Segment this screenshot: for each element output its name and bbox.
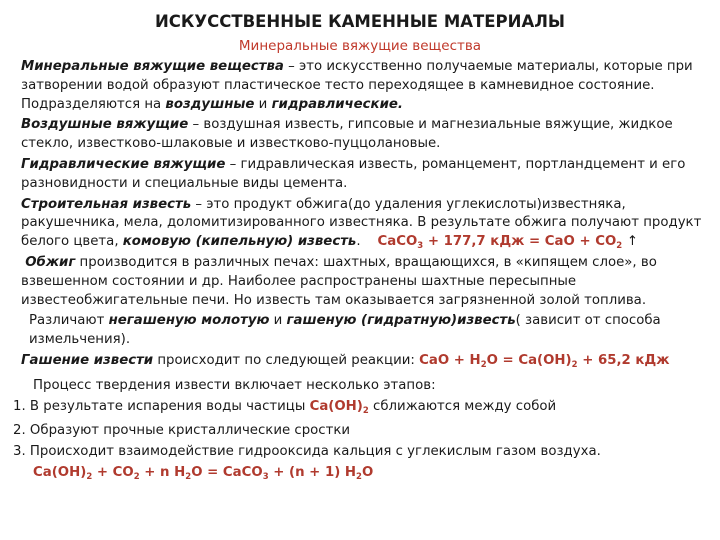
conjunction: и	[269, 313, 287, 329]
up-arrow-icon: ↑	[626, 234, 639, 250]
formula-subscript: 2	[86, 471, 93, 482]
paragraph-hardening-intro: Процесс твердения извести включает несколько этапов:	[33, 377, 436, 393]
definition-text: – гидравлическая известь, романцемент, портландцемент и его разновидности и специальные виды цемента.	[21, 156, 686, 191]
formula-subscript: 2	[133, 471, 140, 482]
term-air: воздушные	[165, 96, 255, 112]
term-firing: Обжиг	[25, 254, 76, 270]
lead-text: Различают	[29, 313, 109, 329]
formula-part: Ca(OH)	[309, 398, 363, 414]
formula-calcium-hydroxide	[310, 399, 369, 414]
page-subtitle: Минеральные вяжущие вещества	[238, 38, 482, 54]
term-air-binders: Воздушные вяжущие	[21, 117, 189, 133]
paragraph-hydraulic-binders	[7, 156, 715, 194]
slide-body	[7, 58, 715, 485]
step-1	[7, 398, 715, 417]
formula-part: CaO + H	[419, 352, 481, 368]
term-slaking: Гашение извести	[21, 352, 154, 368]
formula-part: + (n + 1) H	[268, 464, 357, 480]
term-lump-lime: комовую (кипельную) известь	[122, 234, 357, 250]
formula-subscript: 2	[185, 471, 192, 482]
formula-subscript: 2	[571, 359, 578, 370]
step-3: 3. Происходит взаимодействие гидрооксида кальция с углекислым газом воздуха.	[13, 444, 601, 460]
formula-part: + 65,2 кДж	[577, 352, 670, 368]
definition-text: происходит по следующей реакции:	[153, 352, 420, 368]
formula-subscript: 3	[262, 471, 269, 482]
page-title: ИСКУССТВЕННЫЕ КАМЕННЫЕ МАТЕРИАЛЫ	[154, 12, 566, 31]
conjunction: и	[254, 96, 272, 112]
formula-subscript: 2	[616, 241, 623, 252]
formula-calcination	[377, 234, 639, 252]
formula-subscript: 2	[480, 359, 487, 370]
term-quicklime: негашеную молотую	[108, 313, 270, 329]
formula-part: O	[361, 464, 374, 480]
formula-part: O = Ca(OH)	[486, 352, 572, 368]
formula-subscript: 3	[417, 241, 424, 252]
formula-part: O = CaCO	[191, 464, 263, 480]
definition-text: ( зависит от способа измельчения).	[29, 313, 661, 348]
term-slaked-lime: гашеную (гидратную)известь	[286, 313, 516, 329]
period: .	[356, 234, 361, 250]
formula-hardening	[7, 464, 715, 483]
term-hydraulic: гидравлические.	[271, 96, 403, 112]
term-building-lime: Строительная известь	[21, 196, 192, 212]
paragraph-lime-types	[7, 312, 715, 350]
step-text: 1. В результате испарения воды частицы	[13, 398, 310, 414]
paragraph-slaking	[7, 352, 715, 371]
formula-subscript: 2	[356, 471, 362, 482]
formula-part: + 177,7 кДж = CaO + CO	[423, 234, 617, 250]
paragraph-building-lime	[7, 196, 715, 252]
formula-part: + CO	[92, 464, 134, 480]
term-hydraulic-binders: Гидравлические вяжущие	[21, 156, 226, 172]
step-text: сближаются между собой	[368, 398, 557, 414]
formula-part: + n H	[139, 464, 186, 480]
formula-slaking	[419, 353, 669, 368]
formula-part: CaCO	[377, 234, 418, 250]
definition-text: производится в различных печах: шахтных, вращающихся, в «кипящем слое», во взвешенном состоянии и др. Наиболее распространены шахтные пересыпные известеобжигательные печи. Но известь там оказывается загрязненной золой топлива.	[21, 254, 657, 308]
definition-text: – воздушная известь, гипсовые и магнезиальные вяжущие, жидкое стекло, известково-шлаковые и известково-пуццолановые.	[21, 117, 673, 152]
definition-text: – это искусственно получаемые материалы, которые при затворении водой образуют пластическое тесто переходящее в камневидное состояние. Подразделяются на	[21, 59, 693, 112]
formula-part: Ca(OH)	[33, 464, 87, 480]
step-2: 2. Образуют прочные кристаллические сростки	[13, 423, 350, 439]
definition-text: – это продукт обжига(до удаления углекислоты)известняка, ракушечника, мела, доломитизированного известняка. В результате обжига получают продукт белого цвета,	[21, 196, 702, 250]
paragraph-mineral-binders	[7, 58, 715, 114]
term-mineral-binders: Минеральные вяжущие вещества	[21, 59, 284, 74]
formula-subscript: 2	[362, 405, 369, 416]
paragraph-firing	[7, 254, 715, 310]
paragraph-air-binders	[7, 116, 715, 154]
